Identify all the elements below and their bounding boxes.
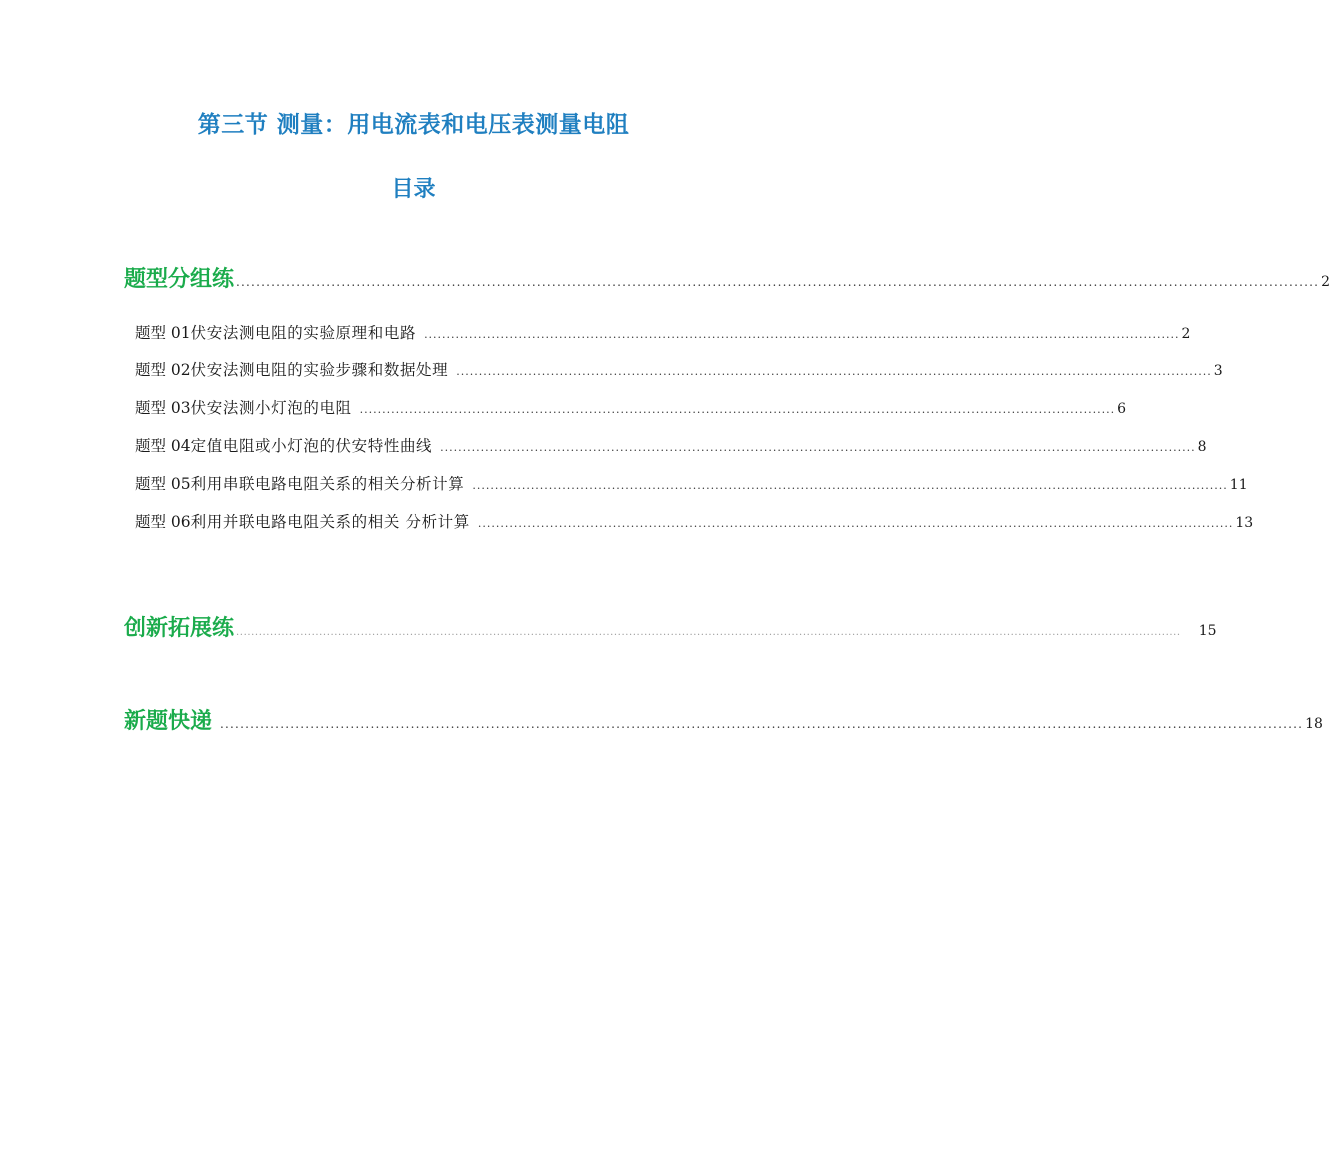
section-label: 题型分组练 [124,267,235,292]
dot-leader: ........................................................................................................................................................................ [440,441,1196,454]
toc-item[interactable] [135,472,1248,494]
page-number: 2 [1321,274,1330,290]
toc-item[interactable] [135,396,1127,418]
page-number: 18 [1305,716,1323,732]
dot-leader: ........................................................................................................................................................................ [424,328,1180,341]
toc-item[interactable] [135,434,1207,456]
dot-leader: ........................................................................................................................................................................ [359,403,1116,416]
item-text: 伏安法测小灯泡的电阻 [190,399,352,417]
item-code: 题型 01 [135,324,191,342]
toc-item[interactable] [135,321,1191,343]
item-text: 利用并联电路电阻关系的相关 分析计算 [190,513,470,531]
item-text: 利用串联电路电阻关系的相关分析计算 [190,475,465,493]
document-title: 第三节 测量：用电流表和电压表测量电阻 [197,112,630,138]
item-code: 题型 04 [135,437,191,455]
dot-leader: ........................................................................................................................................................................ [456,365,1212,378]
section-label: 创新拓展练 [124,616,235,641]
page-number: 2 [1181,326,1191,342]
dot-leader: ........................................................................................................................................................................................................................ [220,717,1304,731]
item-code: 题型 05 [135,475,191,493]
page-number: 8 [1197,439,1207,455]
page-number: 6 [1117,401,1127,417]
item-text: 伏安法测电阻的实验原理和电路 [190,324,417,342]
page-number: 15 [1198,623,1217,639]
item-text: 伏安法测电阻的实验步骤和数据处理 [190,361,449,379]
dot-leader: .......................................................................................................................................................................................................................................................... [236,627,1181,638]
page-number: 3 [1213,363,1223,379]
dot-leader: ........................................................................................................................................................................ [472,479,1228,492]
toc-heading: 目录 [391,177,436,202]
item-code: 题型 03 [135,399,191,417]
dot-leader: ........................................................................................................................................................................................................................ [236,275,1320,289]
page-number: 11 [1229,477,1248,493]
page-number: 13 [1235,515,1254,531]
section-label: 新题快递 [124,709,213,734]
item-code: 题型 06 [135,513,191,531]
dot-leader: ........................................................................................................................................................................ [477,517,1234,530]
toc-item[interactable] [135,358,1223,380]
toc-section-3[interactable] [124,704,1323,735]
item-code: 题型 02 [135,361,191,379]
toc-item[interactable] [135,510,1254,532]
toc-section-1[interactable] [124,262,1330,293]
item-text: 定值电阻或小灯泡的伏安特性曲线 [190,437,433,455]
toc-section-2[interactable] [124,611,1217,642]
